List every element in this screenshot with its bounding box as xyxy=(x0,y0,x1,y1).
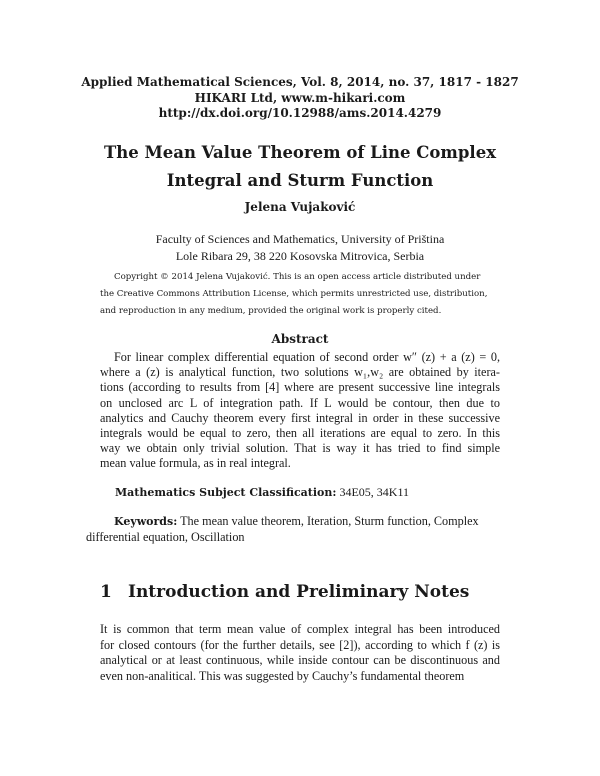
abstract-line: tions (according to results from [4] where are present successive line integrals xyxy=(100,380,500,395)
copyright-line: the Creative Commons Attribution License, which permits unrestricted use, distribution, xyxy=(100,289,488,299)
paper-title-line-2: Integral and Sturm Function xyxy=(166,171,434,190)
abstract-heading: Abstract xyxy=(271,332,329,346)
copyright-line: and reproduction in any medium, provided the original work is properly cited. xyxy=(100,306,442,316)
abstract-line: on unclosed arc L of integration path. If L would be contour, then due to xyxy=(100,395,500,410)
intro-line: for closed contours (for the further details, see [2]), according to which f (z) is xyxy=(100,637,500,652)
keywords-line-1: The mean value theorem, Iteration, Sturm function, Complex xyxy=(177,514,479,528)
affiliation-line-1: Faculty of Sciences and Mathematics, University of Priština xyxy=(155,232,445,246)
section-heading xyxy=(100,580,500,604)
abstract-body xyxy=(100,350,500,472)
intro-line: analytical or at least continuous, while inside contour can be discontinuous and xyxy=(100,653,500,667)
abstract-line: mean value formula, as in real integral. xyxy=(100,456,291,471)
msc-classification xyxy=(115,484,500,501)
publisher-line: HIKARI Ltd, www.m-hikari.com xyxy=(194,91,406,105)
intro-line: It is common that term mean value of complex integral has been introduced xyxy=(100,622,500,636)
doi-link[interactable]: http://dx.doi.org/10.12988/ams.2014.4279 xyxy=(158,106,442,120)
author-name: Jelena Vujaković xyxy=(244,200,356,214)
copyright-notice xyxy=(100,269,498,320)
abstract-line: For linear complex differential equation of second order w″ (z) + a (z) = 0, xyxy=(114,350,500,364)
copyright-line: Copyright © 2014 Jelena Vujaković. This is an open access article distributed under xyxy=(114,272,481,282)
paper-title-line-1: The Mean Value Theorem of Line Complex xyxy=(103,143,497,162)
affiliation-line-2: Lole Ribara 29, 38 220 Kosovska Mitrovica, Serbia xyxy=(175,249,425,263)
abstract-line: integrals would be equal to zero, then all iterations are equal to zero. In this xyxy=(100,426,500,441)
abstract-line: where a (z) is analytical function, two solutions w₁,w₂ are obtained by itera- xyxy=(100,365,500,380)
section-title: Introduction and Preliminary Notes xyxy=(128,582,470,602)
journal-citation: Applied Mathematical Sciences, Vol. 8, 2014, no. 37, 1817 - 1827 xyxy=(81,75,519,89)
msc-label: Mathematics Subject Classification: xyxy=(115,486,337,499)
section-number: 1 xyxy=(100,582,112,602)
abstract-line: way we obtain only trivial solution. That is way it has tried to find simple xyxy=(100,441,500,456)
msc-codes: 34E05, 34K11 xyxy=(336,485,410,499)
keywords-block xyxy=(86,514,500,545)
intro-line: even non-analitical. This was suggested by Cauchy’s fundamental theorem xyxy=(100,668,465,683)
keywords-line-2: differential equation, Oscillation xyxy=(86,529,245,544)
keywords-label: Keywords: xyxy=(114,515,178,528)
abstract-line: analytics and Cauchy theorem every first integral in order in these successive xyxy=(100,410,500,425)
intro-paragraph xyxy=(100,622,500,684)
